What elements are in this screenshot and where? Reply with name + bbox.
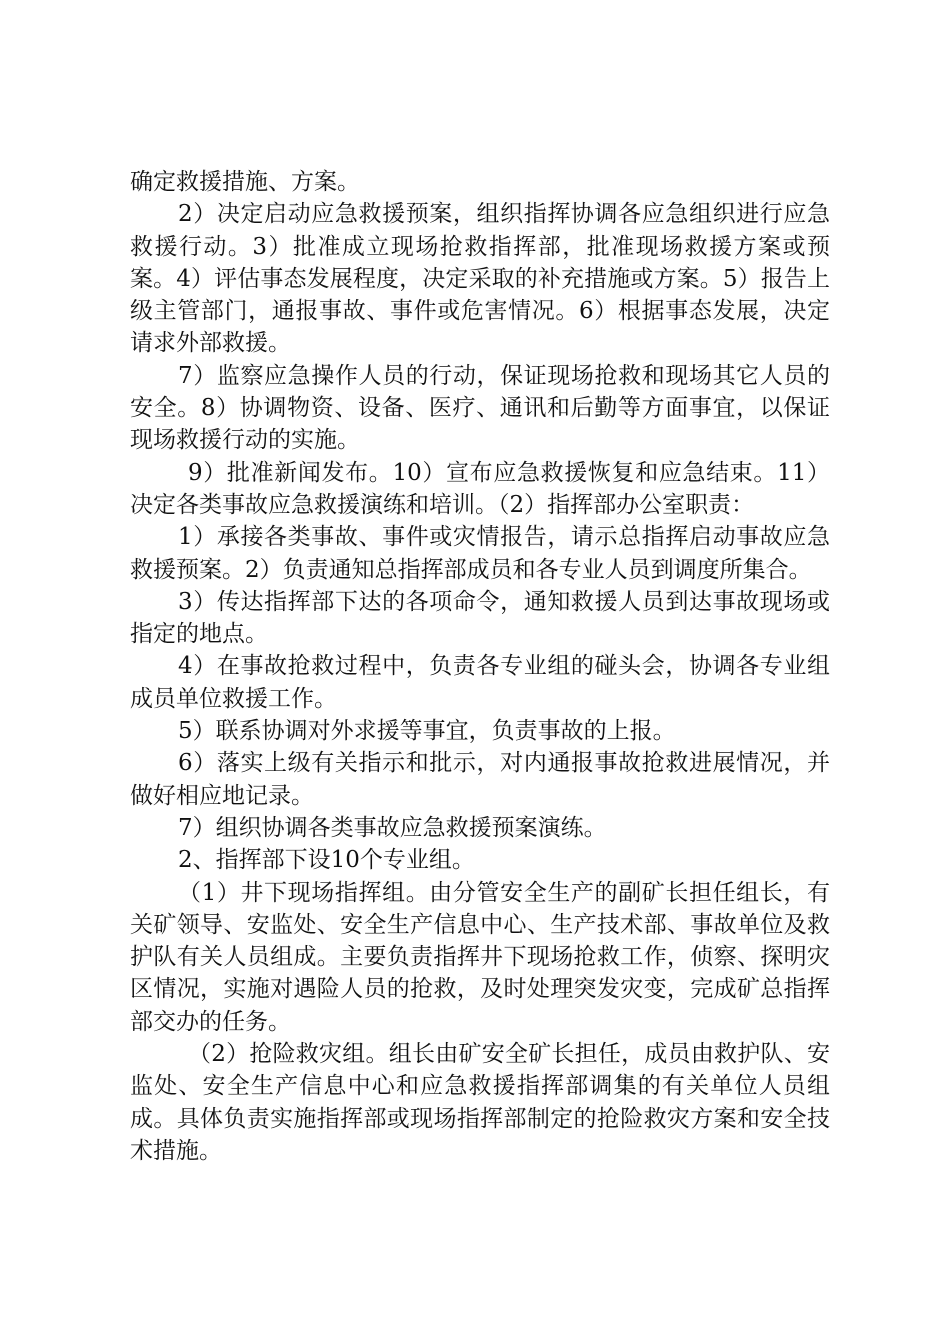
paragraph-5: 1）承接各类事故、事件或灾情报告，请示总指挥启动事故应急救援预案。2）负责通知总指挥部成员和各专业人员到调度所集合。 <box>130 524 830 583</box>
paragraph-9: 6）落实上级有关指示和批示，对内通报事故抢救进展情况，并做好相应地记录。 <box>130 750 830 809</box>
paragraph-13: （2）抢险救灾组。组长由矿安全矿长担任，成员由救护队、安监处、安全生产信息中心和应急救援指挥部调集的有关单位人员组成。具体负责实施指挥部或现场指挥部制定的抢险救灾方案和安全技术措施。 <box>130 1041 830 1164</box>
paragraph-6: 3）传达指挥部下达的各项命令，通知救援人员到达事故现场或指定的地点。 <box>130 588 830 648</box>
paragraph-8: 5）联系协调对外求援等事宜，负责事故的上报。 <box>178 718 676 745</box>
paragraph-4: 9）批准新闻发布。10）宣布应急救援恢复和应急结束。11）决定各类事故应急救援演练和培训。（2）指挥部办公室职责： <box>130 459 830 518</box>
paragraph-12: （1）井下现场指挥组。由分管安全生产的副矿长担任组长，有关矿领导、安监处、安全生产信息中心、生产技术部、事故单位及救护队有关人员组成。主要负责指挥井下现场抢救工作，侦察、探明灾区情况，实施对遇险人员的抢救，及时处理突发灾变，完成矿总指挥部交办的任务。 <box>130 879 830 1035</box>
document-page <box>130 166 830 1167</box>
paragraph-11: 2、指挥部下设10个专业组。 <box>178 847 475 874</box>
paragraph-1: 确定救援措施、方案。 <box>130 169 360 195</box>
paragraph-10: 7）组织协调各类事故应急救援预案演练。 <box>178 814 607 841</box>
paragraph-7: 4）在事故抢救过程中，负责各专业组的碰头会，协调各专业组成员单位救援工作。 <box>130 653 830 712</box>
paragraph-3: 7）监察应急操作人员的行动，保证现场抢救和现场其它人员的安全。8）协调物资、设备、医疗、通讯和后勤等方面事宜，以保证现场救援行动的实施。 <box>130 362 830 454</box>
paragraph-2: 2）决定启动应急救援预案，组织指挥协调各应急组织进行应急救援行动。3）批准成立现场抢救指挥部，批准现场救援方案或预案。4）评估事态发展程度，决定采取的补充措施或方案。5）报告上级主管部门，通报事故、事件或危害情况。6）根据事态发展，决定请求外部救援。 <box>130 201 830 357</box>
